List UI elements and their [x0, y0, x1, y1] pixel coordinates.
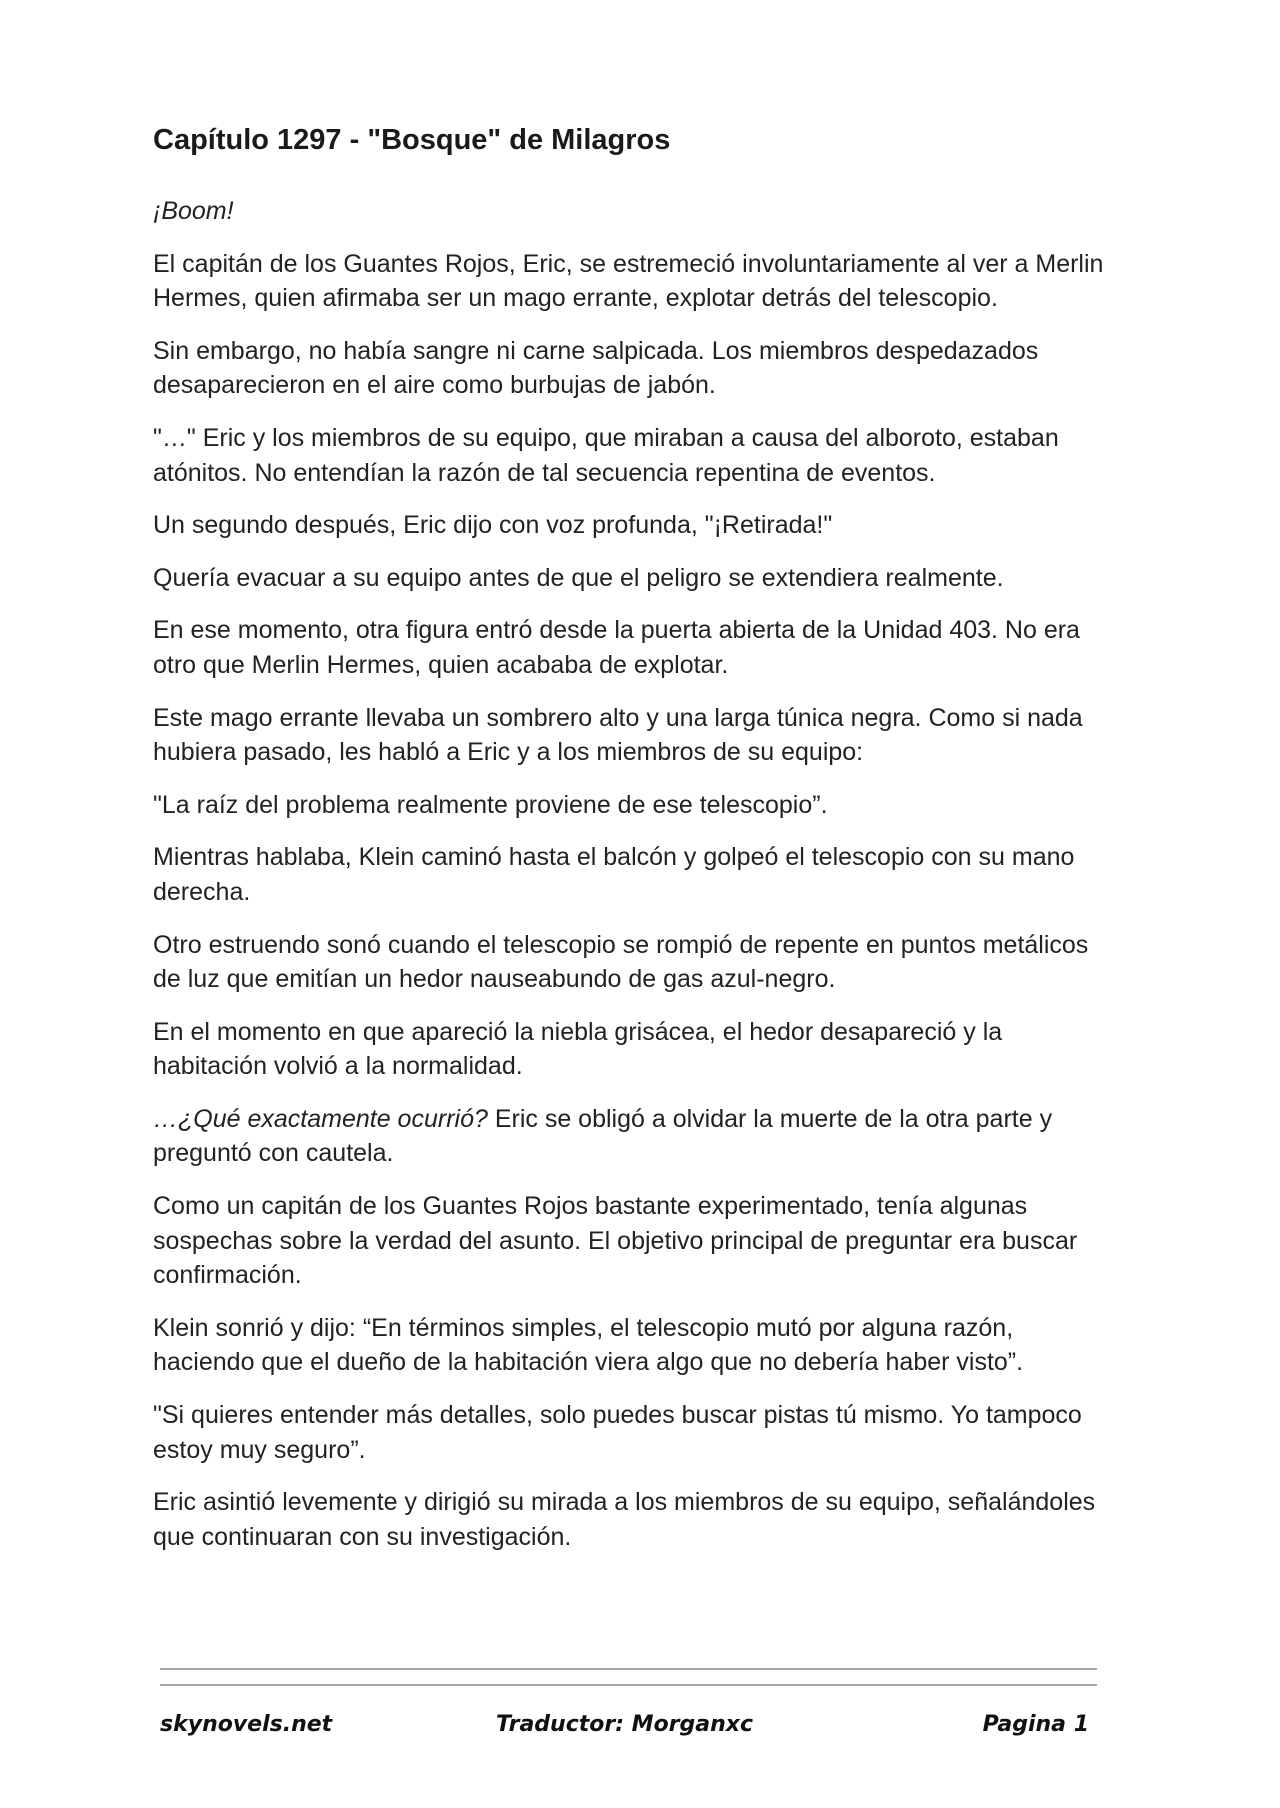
paragraph-text: Como un capitán de los Guantes Rojos bastante experimentado, tenía algunas sospechas sobre la verdad del asunto. El objetivo principal de preguntar era buscar confirmación.	[153, 1192, 1078, 1290]
paragraph	[153, 1311, 1113, 1380]
paragraph-text: El capitán de los Guantes Rojos, Eric, se estremeció involuntariamente al ver a Merlin Hermes, quien afirmaba ser un mago errante, explotar detrás del telescopio.	[153, 249, 1104, 313]
paragraph	[153, 561, 1113, 596]
paragraph	[153, 194, 1113, 229]
paragraph-text: Este mago errante llevaba un sombrero alto y una larga túnica negra. Como si nada hubiera pasado, les habló a Eric y a los miembros de su equipo:	[153, 703, 1083, 767]
paragraph-text: Sin embargo, no había sangre ni carne salpicada. Los miembros despedazados desaparecieron en el aire como burbujas de jabón.	[153, 336, 1039, 400]
paragraph	[153, 1102, 1113, 1171]
paragraph-text: "…" Eric y los miembros de su equipo, que miraban a causa del alboroto, estaban atónitos. No entendían la razón de tal secuencia repentina de eventos.	[153, 423, 1059, 487]
paragraph	[153, 508, 1113, 543]
paragraph-text: "La raíz del problema realmente proviene de ese telescopio”.	[153, 790, 828, 819]
paragraph-text: Un segundo después, Eric dijo con voz profunda, "¡Retirada!"	[153, 511, 833, 540]
paragraph	[153, 1015, 1113, 1084]
paragraph-text: Eric asintió levemente y dirigió su mirada a los miembros de su equipo, señalándoles que continuaran con su investigación.	[153, 1488, 1096, 1551]
footer-page-number: Pagina 1	[982, 1712, 1089, 1737]
paragraph	[153, 1398, 1113, 1467]
paragraph	[153, 1189, 1113, 1293]
paragraph	[153, 1485, 1113, 1554]
paragraph	[153, 613, 1113, 682]
paragraph	[153, 788, 1113, 823]
footer-divider	[160, 1668, 1097, 1686]
footer-site: skynovels.net	[160, 1712, 333, 1737]
paragraph	[153, 334, 1113, 403]
paragraph-text: Klein sonrió y dijo: “En términos simples, el telescopio mutó por alguna razón, haciendo que el dueño de la habitación viera algo que no debería haber visto”.	[153, 1313, 1024, 1377]
paragraph-text: En ese momento, otra figura entró desde la puerta abierta de la Unidad 403. No era otro que Merlin Hermes, quien acababa de explotar.	[153, 616, 1080, 679]
footer-translator: Traductor: Morganxc	[496, 1712, 754, 1737]
chapter-title: Capítulo 1297 - "Bosque" de Milagros	[153, 124, 671, 156]
paragraph-text: En el momento en que apareció la niebla grisácea, el hedor desapareció y la habitación volvió a la normalidad.	[153, 1017, 1003, 1081]
paragraph	[153, 928, 1113, 997]
paragraph-text: "Si quieres entender más detalles, solo puedes buscar pistas tú mismo. Yo tampoco estoy muy seguro”.	[153, 1401, 1082, 1464]
paragraph	[153, 421, 1113, 490]
paragraph-text: Otro estruendo sonó cuando el telescopio se rompió de repente en puntos metálicos de luz que emitían un hedor nauseabundo de gas azul-negro.	[153, 930, 1089, 994]
paragraph-text: Eric se obligó a olvidar la muerte de la otra parte y preguntó con cautela.	[153, 1104, 1053, 1168]
paragraph-italic: ¡Boom!	[153, 197, 234, 225]
paragraph	[153, 247, 1113, 316]
paragraph	[153, 701, 1113, 770]
paragraph	[153, 840, 1113, 909]
page-footer	[160, 1712, 1097, 1748]
paragraph-italic: …¿Qué exactamente ocurrió?	[153, 1104, 488, 1133]
paragraph-text: Mientras hablaba, Klein caminó hasta el balcón y golpeó el telescopio con su mano derecha.	[153, 843, 1075, 906]
page-content	[153, 122, 1113, 1572]
paragraph-text: Quería evacuar a su equipo antes de que el peligro se extendiera realmente.	[153, 563, 1004, 592]
